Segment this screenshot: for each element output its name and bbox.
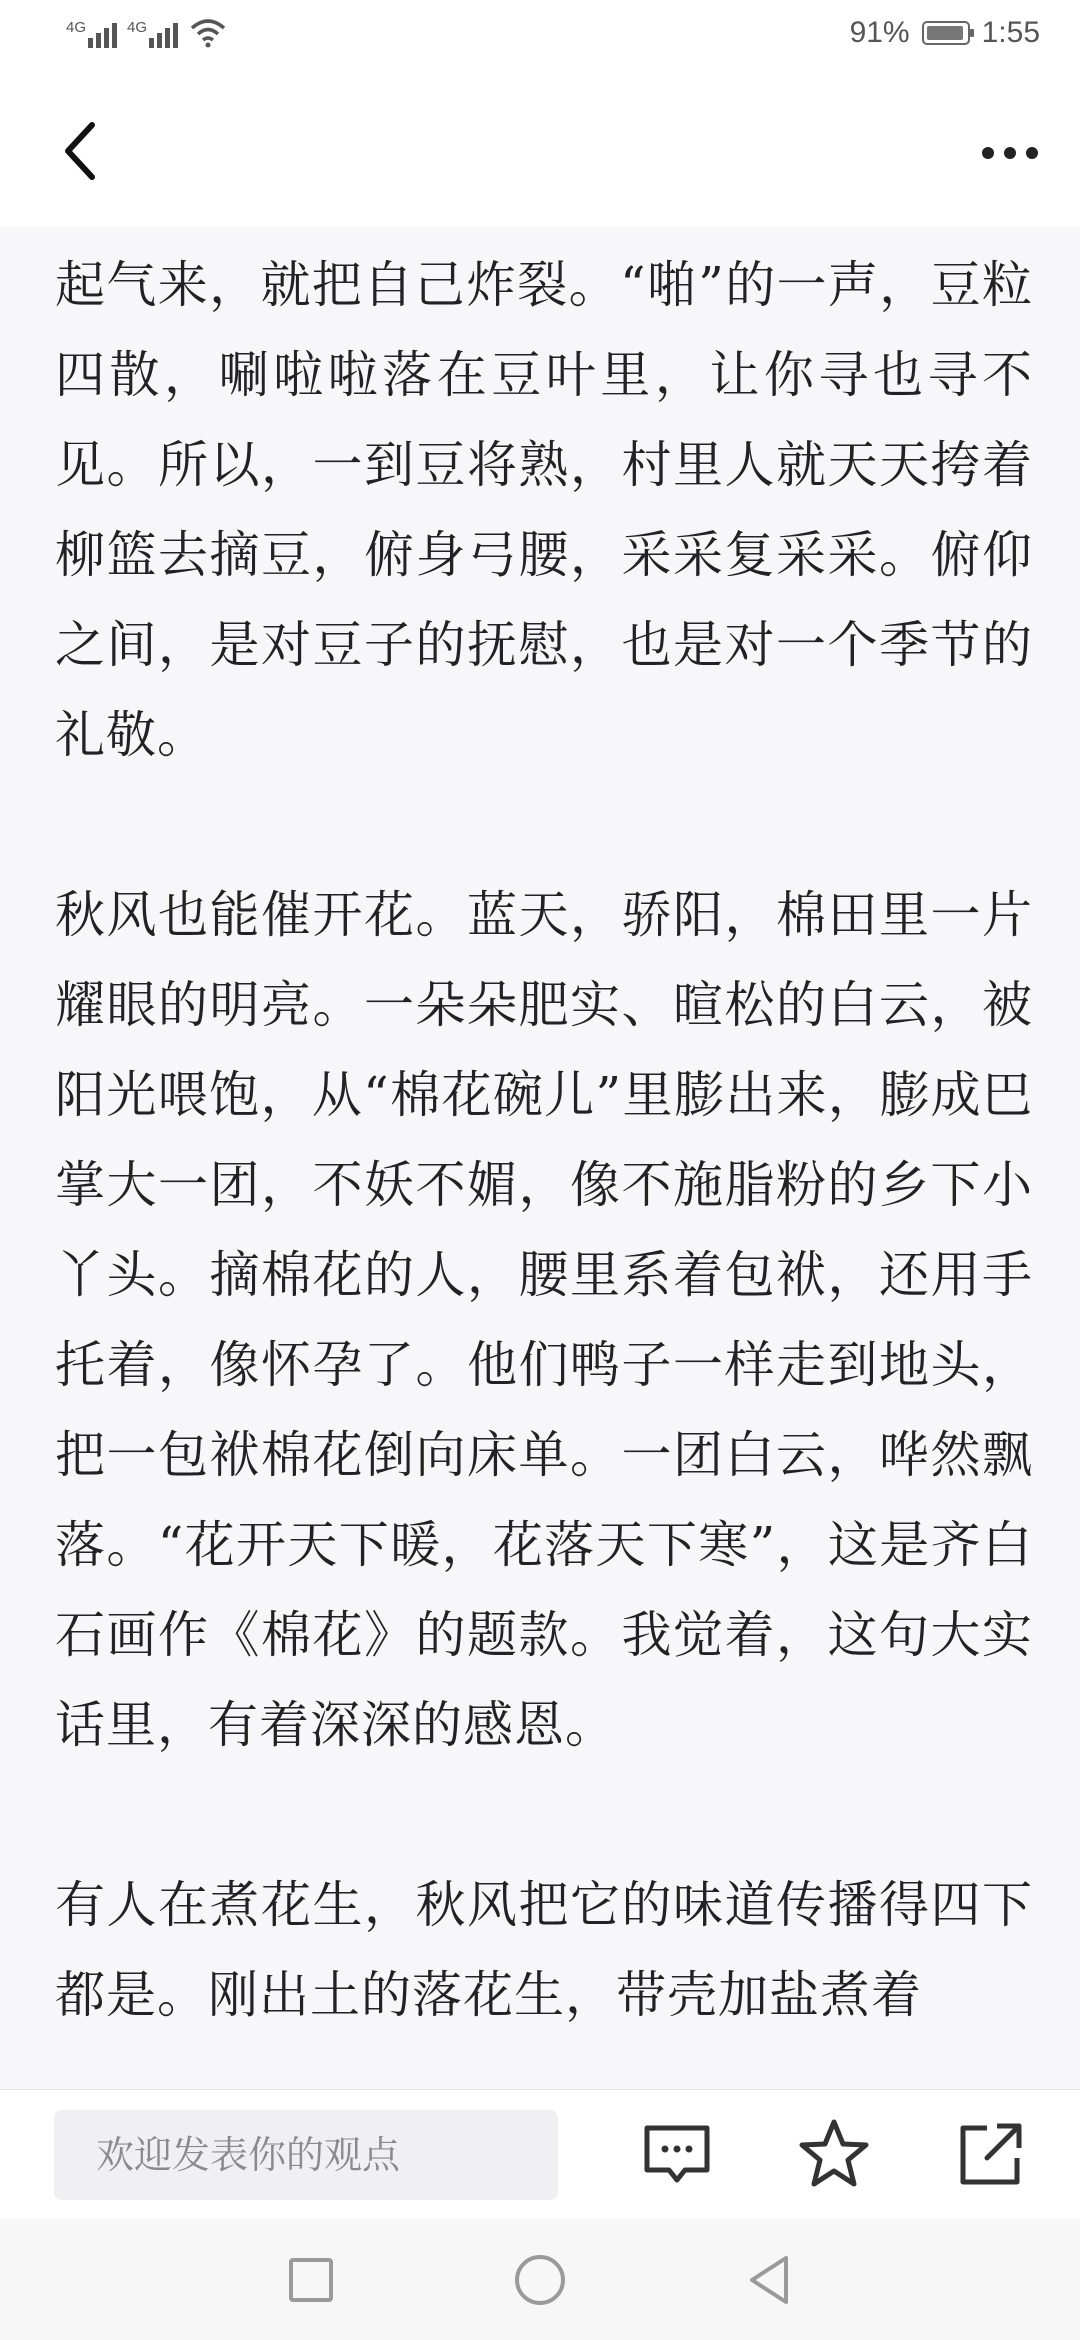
chevron-left-icon xyxy=(52,113,112,189)
article-paragraph: 起气来，就把自己炸裂。“啪”的一声，豆粒四散，唰啦啦落在豆叶里，让你寻也寻不见。所以，一到豆将熟，村里人就天天挎着柳篮去摘豆，俯身弓腰，采采复采采。俯仰之间，是对豆子的抚慰，也是对一个季节的礼敬。 xyxy=(55,256,1033,764)
signal-icon xyxy=(66,19,117,48)
share-button[interactable] xyxy=(951,2114,1031,2194)
battery-percent: 91% xyxy=(849,16,910,49)
comment-input[interactable]: 欢迎发表你的观点 xyxy=(54,2110,558,2200)
comment-bar xyxy=(0,2089,1080,2220)
more-dots-icon xyxy=(982,147,994,159)
network-type-label: 4G xyxy=(127,19,148,36)
clock: 1:55 xyxy=(981,16,1040,49)
back-button[interactable] xyxy=(52,113,112,189)
top-nav-bar xyxy=(0,75,1080,228)
article-body[interactable] xyxy=(0,227,1080,2089)
article-paragraph: 有人在煮花生，秋风把它的味道传播得四下都是。刚出土的落花生，带壳加盐煮着 xyxy=(55,1876,1033,2024)
wifi-icon xyxy=(190,18,226,48)
network-indicators xyxy=(66,18,226,48)
system-nav-bar xyxy=(0,2219,1080,2340)
more-dots-icon xyxy=(1026,147,1038,159)
battery-icon xyxy=(922,21,970,45)
recents-square-icon[interactable] xyxy=(283,2252,339,2308)
comment-button[interactable] xyxy=(637,2114,717,2194)
favorite-button[interactable] xyxy=(794,2114,874,2194)
comment-icon xyxy=(637,2114,717,2194)
home-circle-icon[interactable] xyxy=(512,2252,568,2308)
signal-icon xyxy=(127,19,178,48)
more-button[interactable] xyxy=(970,123,1050,183)
star-icon xyxy=(794,2114,874,2194)
back-triangle-icon[interactable] xyxy=(742,2252,798,2308)
status-right xyxy=(850,16,1040,50)
more-dots-icon xyxy=(1004,147,1016,159)
article-paragraph: 秋风也能催开花。蓝天，骄阳，棉田里一片耀眼的明亮。一朵朵肥实、暄松的白云，被阳光喂饱，从“棉花碗儿”里膨出来，膨成巴掌大一团，不妖不媚，像不施脂粉的乡下小丫头。摘棉花的人，腰里系着包袱，还用手托着，像怀孕了。他们鸭子一样走到地头，把一包袱棉花倒向床单。一团白云，哗然飘落。“花开天下暖，花落天下寒”，这是齐白石画作《棉花》的题款。我觉着，这句大实话里，有着深深的感恩。 xyxy=(55,886,1033,1754)
network-type-label: 4G xyxy=(66,19,87,36)
status-bar xyxy=(0,0,1080,75)
share-icon xyxy=(951,2114,1031,2194)
article-text xyxy=(55,240,1033,2089)
